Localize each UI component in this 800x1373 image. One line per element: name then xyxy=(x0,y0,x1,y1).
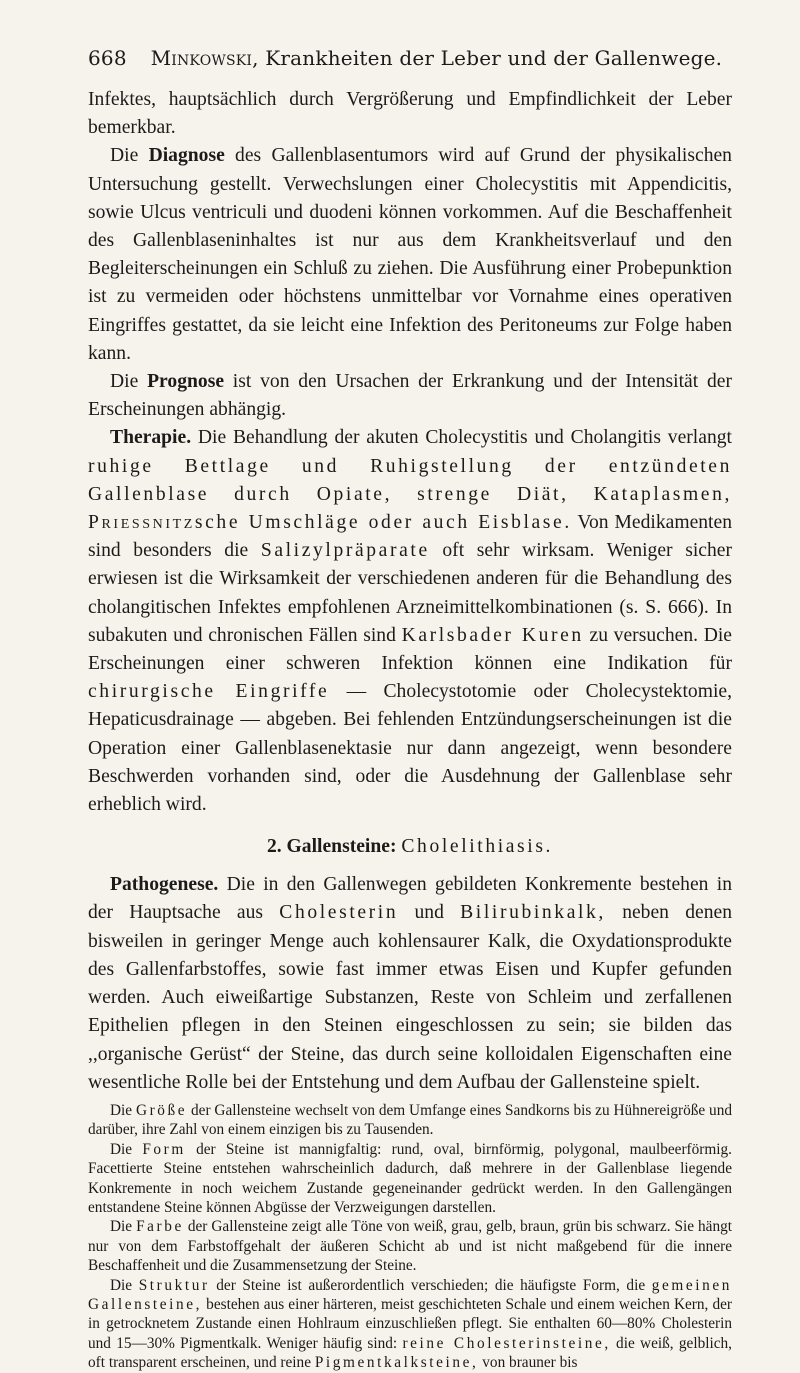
paragraph-text: Die xyxy=(110,1140,143,1158)
paragraph-text: Die xyxy=(110,145,149,167)
paragraph-text: Die Behandlung der akuten Cholecystitis und Cholangitis verlangt xyxy=(191,427,732,449)
running-title: Krankheiten der Leber und der Gallenwege. xyxy=(258,46,723,70)
paragraph-pathogenese xyxy=(88,871,732,1097)
small-paragraph-form xyxy=(88,1140,732,1218)
paragraph-text: ist von den Ursachen der Erkrankung und der Intensität der Erscheinungen abhängig. xyxy=(88,371,732,421)
emphasis-text: gemeinen Gallensteine, xyxy=(88,1276,732,1313)
paragraph-text: neben denen bisweilen in geringer Menge auch kohlensaurer Kalk, die Oxydationsprodukte des Gallenfarbstoffes, sowie fast immer etwas Eisen und Kupfer gefunden werden. Auch eiweißartige Substanzen, Reste von Schleim und zerfallenen Epithelien pflegen in den Steinen eingeschlossen zu sein; sie bilden das ,,organische Gerüst“ der Steine, das durch seine kolloidalen Eigenschaften eine wesentliche Rolle bei der Entstehung und dem Aufbau der Gallensteine spielt. xyxy=(88,902,733,1093)
running-title-author: Minkowski, xyxy=(150,46,259,70)
paragraph-text: der Gallensteine zeigt alle Töne von weiß, grau, gelb, braun, grün bis schwarz. Sie hängt nur von dem Farbstoffgehalt der äußeren Schicht ab und ist nicht maßgebend für die innere Beschaffenheit und die Zusammensetzung der Steine. xyxy=(88,1218,732,1275)
emphasis-text: Form xyxy=(142,1140,186,1158)
heading-prognose: Prognose xyxy=(147,371,225,393)
paragraph-text: Infektes, hauptsächlich durch Vergrößerung und Empfindlichkeit der Leber bemerkbar. xyxy=(88,89,732,139)
section-title: Gallensteine: xyxy=(286,836,397,858)
heading-pathogenese: Pathogenese. xyxy=(110,874,219,896)
paragraph-therapie xyxy=(88,424,732,819)
paragraph-text: bestehen aus einer härteren, meist geschichteten Schale und einem weichen Kern, der in getrocknetem Zustande einen Hohlraum einzuschließen pflegt. Sie enthalten 60—80% Cholesterin und 15—30% Pigmentkalk. Weniger häufig sind: xyxy=(88,1295,732,1352)
emphasis-text: Bilirubinkalk, xyxy=(460,902,606,924)
main-text xyxy=(88,86,732,1373)
emphasis-text: Pigmentkalksteine, xyxy=(314,1354,479,1372)
running-header xyxy=(88,46,728,70)
section-number: 2. xyxy=(266,836,282,858)
small-paragraph-farbe xyxy=(88,1217,732,1275)
paragraph-text: des Gallenblasentumors wird auf Grund der physikalischen Untersuchung gestellt. Verwechslungen einer Cholecystitis mit Appendicitis, sowie Ulcus ventriculi und duodeni können vorkommen. Auf die Beschaffenheit des Gallenblaseninhaltes ist nur aus dem Krankheitsverlauf und den Begleiterscheinungen ein Schluß zu ziehen. Die Ausführung einer Probepunktion ist zu vermeiden oder höchstens unmittelbar vor Vornahme eines operativen Eingriffes gestattet, da sie leicht eine Infektion des Peritoneums zur Folge haben kann. xyxy=(88,145,732,364)
author-name: Priessnitz xyxy=(88,512,195,534)
paragraph-text: und xyxy=(398,902,461,924)
paragraph-text: Die xyxy=(110,1101,136,1119)
emphasis-text: Cholesterin xyxy=(279,902,399,924)
section-subtitle: Cholelithiasis. xyxy=(401,836,554,858)
paragraph-text: Die xyxy=(110,1218,137,1236)
emphasis-text: chirurgische Eingriffe xyxy=(88,681,330,703)
paragraph-text: Die in den Gallenwegen gebildeten Konkremente bestehen in der Hauptsache aus xyxy=(88,874,732,924)
paragraph-text: — Cholecystotomie oder Cholecystektomie, Hepaticusdrainage — abgeben. Bei fehlenden Entzündungserscheinungen ist die Operation einer Gallenblasenektasie nur dann angezeigt, wenn besondere Beschwerden vorhanden sind, oder die Ausdehnung der Gallenblase sehr erheblich wird. xyxy=(88,681,732,816)
paragraph-text: oft sehr wirksam. Weniger sicher erwiesen ist die Wirksamkeit der verschiedenen anderen für die Behandlung des cholangitischen Infektes empfohlenen Arzneimittelkombinationen (s. S. 666). In subakuten und chronischen Fällen sind xyxy=(88,540,732,646)
emphasis-text: Struktur xyxy=(138,1276,210,1294)
paragraph-diagnose xyxy=(88,142,732,368)
paragraph-text: der Steine ist außerordentlich verschieden; die häufigste Form, die xyxy=(209,1276,652,1294)
page-number: 668 xyxy=(88,46,127,70)
paragraph-text: die weiß, gelblich, oft transparent erscheinen, und reine xyxy=(88,1334,732,1372)
emphasis-text: Karlsbader Kuren xyxy=(401,624,584,646)
emphasis-text: Salizylpräparate xyxy=(260,540,430,562)
emphasis-text: ruhige Bettlage und Ruhigstellung der entzündeten Gallenblase durch Opiate, strenge Diät, Kataplasmen, xyxy=(88,455,732,505)
small-paragraph-groesse xyxy=(88,1101,732,1140)
heading-diagnose: Diagnose xyxy=(148,145,225,167)
paragraph-text: zu versuchen. Die Erscheinungen einer schweren Infektion können eine Indikation für xyxy=(88,624,732,675)
paragraph-text: der Gallensteine wechselt von dem Umfange eines Sandkorns bis zu Hühnereigröße und darüber, ihre Zahl von einem einzigen bis zu Tausenden. xyxy=(88,1101,732,1139)
paragraph-prognose xyxy=(88,368,732,424)
paragraph-text: der Steine ist mannigfaltig: rund, oval, birnförmig, polygonal, maulbeerförmig. Facettierte Steine entstehen wahrscheinlich dadurch, daß mehrere in der Gallenblase liegende Konkremente in noch weichem Zustande gegeneinander gedrückt werden. In den Gallengängen entstandene Steine können Abgüsse der Verzweigungen darstellen. xyxy=(88,1140,732,1216)
paragraph-text: Von Medikamenten sind besonders die xyxy=(88,512,732,562)
paragraph-continuation xyxy=(88,86,732,142)
small-paragraph-struktur xyxy=(88,1276,732,1373)
emphasis-text: reine Cholesterinsteine, xyxy=(402,1334,611,1352)
emphasis-text: sche Umschläge oder auch Eisblase. xyxy=(194,512,572,534)
heading-therapie: Therapie. xyxy=(110,427,192,449)
emphasis-text: Farbe xyxy=(136,1218,184,1236)
section-heading xyxy=(88,833,732,861)
paragraph-text: Die xyxy=(110,1276,139,1294)
paragraph-text: von brauner bis xyxy=(478,1354,578,1372)
emphasis-text: Größe xyxy=(135,1101,188,1119)
paragraph-text: Die xyxy=(110,371,148,393)
